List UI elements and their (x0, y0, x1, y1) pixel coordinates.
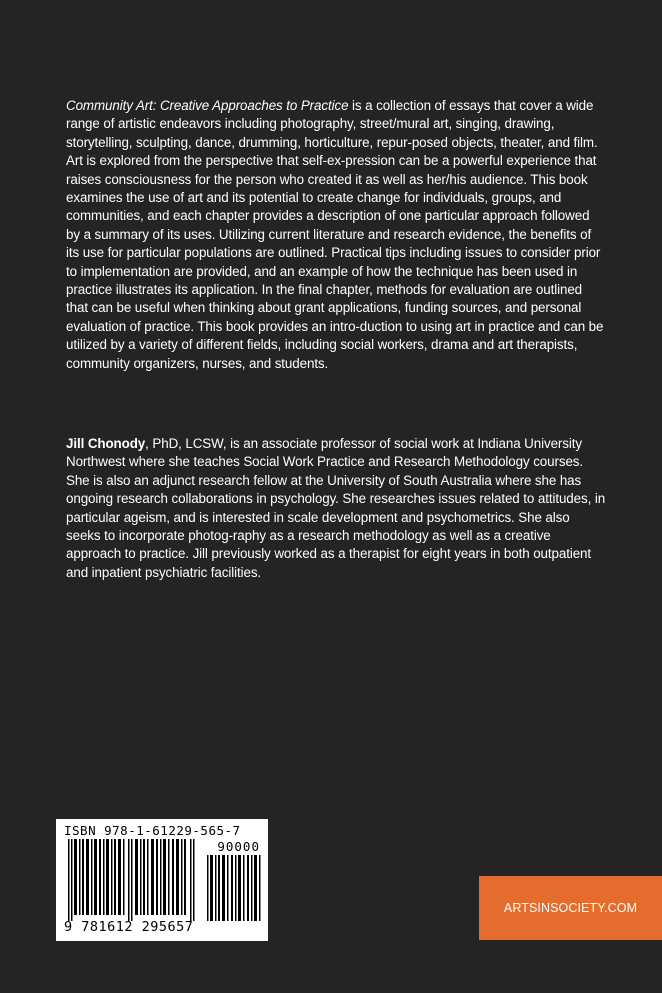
isbn-barcode (56, 819, 268, 941)
isbn-number: ISBN 978-1-61229-565-7 (64, 823, 241, 838)
book-description (66, 97, 606, 373)
bio-text: , PhD, LCSW, is an associate professor of social work at Indiana University Northwest where she teaches Social Work Practice and Research Methodology courses. She is also an adjunct research fellow at the University of South Australia where she has ongoing research collaborations in psychology. She researches issues related to attitudes, in particular ageism, and is interested in scale development and psychometrics. She also seeks to incorporate photog-raphy as a research methodology as well as a creative approach to practice. Jill previously worked as a therapist for eight years in both outpatient and inpatient psychiatric facilities. (66, 436, 606, 580)
author-bio (66, 435, 606, 582)
description-text: is a collection of essays that cover a wide range of artistic endeavors including photography, street/mural art, singing, drawing, storytelling, sculpting, dance, drumming, horticulture, repur-posed objects, theater, and film. Art is explored from the perspective that self-ex-pression can be a powerful experience that raises consciousness for the person who created it as well as her/his audience. This book examines the use of art and its potential to create change for individuals, groups, and communities, and each chapter provides a description of one particular approach followed by a summary of its uses. Utilizing current literature and research evidence, the benefits of its use for particular populations are outlined. Practical tips including issues to consider prior to implementation are provided, and an example of how the technique has been used in practice illustrates its application. In the final chapter, methods for evaluation are outlined that can be useful when thinking about grant applications, funding sources, and personal evaluation of practice. This book provides an intro-duction to using art in practice and can be utilized by a variety of different fields, including social workers, drama and art therapists, community organizers, nurses, and students. (66, 98, 604, 371)
price-code: 90000 (217, 839, 260, 854)
barcode-bars (64, 839, 199, 921)
website-banner (479, 876, 662, 940)
book-title: Community Art: Creative Approaches to Practice (66, 98, 349, 113)
ean-digits: 9 781612 295657 (64, 919, 194, 935)
price-barcode-bars (206, 855, 262, 921)
website-url: ARTSINSOCIETY.COM (503, 901, 638, 915)
author-name: Jill Chonody (66, 436, 146, 451)
